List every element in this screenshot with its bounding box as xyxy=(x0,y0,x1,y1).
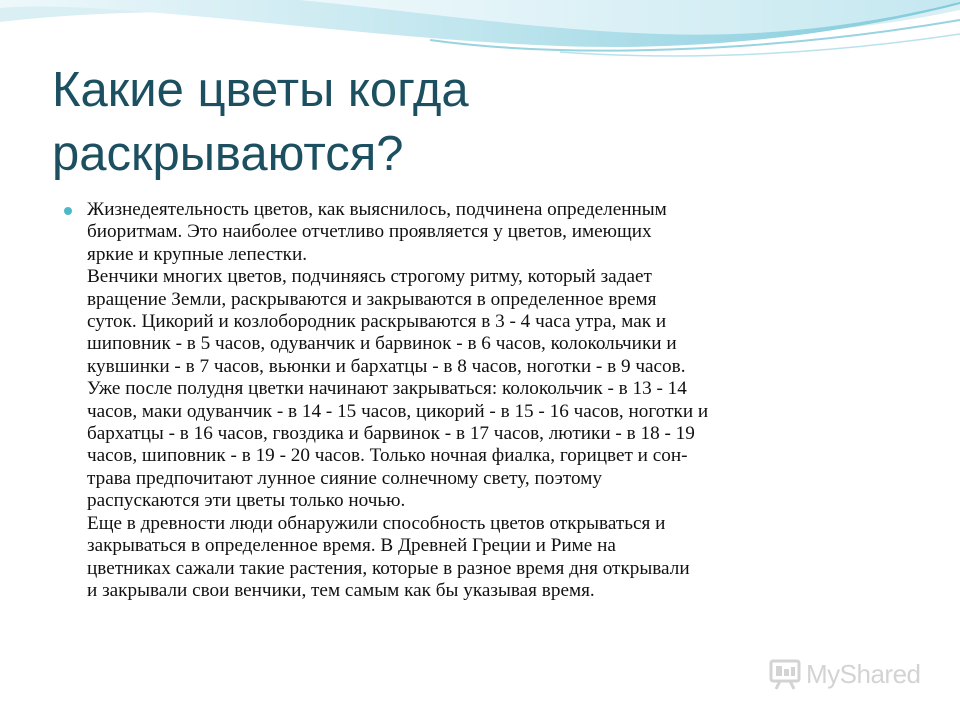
slide-title-line: Какие цветы когда xyxy=(52,63,469,117)
text-line: яркие и крупные лепестки. xyxy=(87,243,308,265)
text-line: Уже после полудня цветки начинают закрываться: колокольчик - в 13 - 14 xyxy=(87,378,687,400)
text-line: кувшинки - в 7 часов, вьюнки и бархатцы - в 8 часов, ноготки - в 9 часов. xyxy=(87,355,686,377)
slide-title-line: раскрываются? xyxy=(52,127,404,181)
text-line: Жизнедеятельность цветов, как выяснилось, подчинена определенным xyxy=(87,199,667,220)
text-line: часов, шиповник - в 19 - 20 часов. Только ночная фиалка, горицвет и сон- xyxy=(87,445,688,467)
bullet-text xyxy=(87,199,907,602)
text-line: распускаются эти цветы только ночью. xyxy=(87,490,406,512)
text-line: суток. Цикорий и козлобородник раскрываются в 3 - 4 часа утра, мак и xyxy=(87,311,667,333)
myshared-watermark[interactable] xyxy=(768,656,921,692)
text-line: бархатцы - в 16 часов, гвоздика и барвинок - в 17 часов, лютики - в 18 - 19 xyxy=(87,423,695,445)
text-line: трава предпочитают лунное сияние солнечному свету, поэтому xyxy=(87,467,602,489)
watermark-text: MyShared xyxy=(806,658,921,689)
text-line: вращение Земли, раскрываются и закрываются в определенное время xyxy=(87,288,657,310)
text-line: закрываться в определенное время. В Древней Греции и Риме на xyxy=(87,535,616,557)
text-line: шиповник - в 5 часов, одуванчик и барвинок - в 6 часов, колокольчики и xyxy=(87,333,677,355)
text-line: часов, маки одуванчик - в 14 - 15 часов, цикорий - в 15 - 16 часов, ноготки и xyxy=(87,400,709,422)
bullet-dot-icon xyxy=(64,207,72,215)
text-line: Еще в древности люди обнаружили способность цветов открываться и xyxy=(87,512,666,534)
text-line: Венчики многих цветов, подчиняясь строгому ритму, который задает xyxy=(87,266,652,288)
text-line: цветниках сажали такие растения, которые в разное время дня открывали xyxy=(87,557,690,579)
slide-title xyxy=(52,58,912,186)
presentation-board-icon xyxy=(768,657,802,691)
text-line: биоритмам. Это наиболее отчетливо проявляется у цветов, имеющих xyxy=(87,221,652,243)
text-line: и закрывали свои венчики, тем самым как бы указывая время. xyxy=(87,579,595,601)
